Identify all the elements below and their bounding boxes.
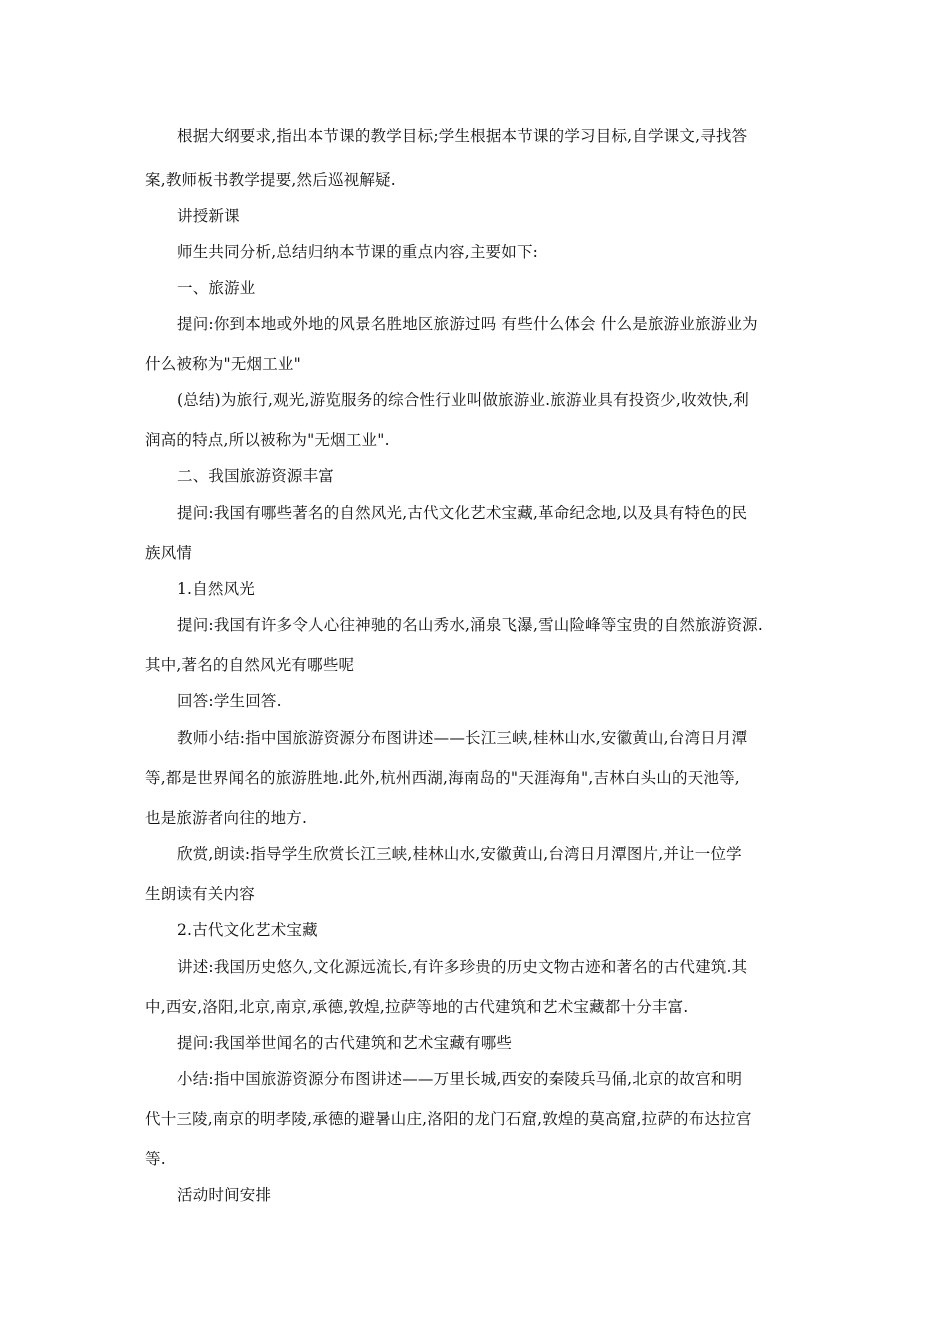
paragraph-line: 讲述:我国历史悠久,文化源远流长,有许多珍贵的历史文物古迹和著名的古代建筑.其 bbox=[177, 958, 748, 976]
paragraph-line: 提问:我国有哪些著名的自然风光,古代文化艺术宝藏,革命纪念地,以及具有特色的民 bbox=[177, 504, 748, 522]
paragraph-line: 小结:指中国旅游资源分布图讲述——万里长城,西安的秦陵兵马俑,北京的故宫和明 bbox=[177, 1070, 743, 1088]
paragraph-line: 回答:学生回答. bbox=[177, 692, 282, 710]
subsection-heading: 2.古代文化艺术宝藏 bbox=[177, 921, 318, 939]
paragraph-line: 讲授新课 bbox=[177, 207, 240, 225]
paragraph-line: 欣赏,朗读:指导学生欣赏长江三峡,桂林山水,安徽黄山,台湾日月潭图片,并让一位学 bbox=[177, 845, 742, 863]
paragraph-line: 提问:我国有许多令人心往神驰的名山秀水,涌泉飞瀑,雪山险峰等宝贵的自然旅游资源. bbox=[177, 616, 764, 634]
paragraph-line: 族风情 bbox=[145, 544, 193, 562]
paragraph-line: 中,西安,洛阳,北京,南京,承德,敦煌,拉萨等地的古代建筑和艺术宝藏都十分丰富. bbox=[145, 998, 689, 1016]
paragraph-line: 师生共同分析,总结归纳本节课的重点内容,主要如下: bbox=[177, 243, 539, 261]
paragraph-line: 也是旅游者向往的地方. bbox=[145, 809, 308, 827]
paragraph-line: 什么被称为"无烟工业" bbox=[145, 355, 301, 373]
paragraph-line: 其中,著名的自然风光有哪些呢 bbox=[145, 656, 355, 674]
paragraph-line: 活动时间安排 bbox=[177, 1186, 272, 1204]
paragraph-line: 提问:你到本地或外地的风景名胜地区旅游过吗 有些什么体会 什么是旅游业旅游业为 bbox=[177, 315, 758, 333]
paragraph-line: 案,教师板书教学提要,然后巡视解疑. bbox=[145, 171, 396, 189]
paragraph-line: 根据大纲要求,指出本节课的教学目标;学生根据本节课的学习目标,自学课文,寻找答 bbox=[177, 127, 748, 145]
paragraph-line: (总结)为旅行,观光,游览服务的综合性行业叫做旅游业.旅游业具有投资少,收效快,利 bbox=[177, 391, 749, 409]
paragraph-line: 代十三陵,南京的明孝陵,承德的避暑山庄,洛阳的龙门石窟,敦煌的莫高窟,拉萨的布达拉宫 bbox=[145, 1110, 752, 1128]
paragraph-line: 润高的特点,所以被称为"无烟工业". bbox=[145, 431, 390, 449]
paragraph-line: 等,都是世界闻名的旅游胜地.此外,杭州西湖,海南岛的"天涯海角",吉林白头山的天池等, bbox=[145, 769, 740, 787]
paragraph-line: 等. bbox=[145, 1150, 166, 1168]
section-heading: 二、我国旅游资源丰富 bbox=[177, 467, 335, 485]
paragraph-line: 生朗读有关内容 bbox=[145, 885, 255, 903]
paragraph-line: 提问:我国举世闻名的古代建筑和艺术宝藏有哪些 bbox=[177, 1034, 513, 1052]
section-heading: 一、旅游业 bbox=[177, 279, 256, 297]
paragraph-line: 教师小结:指中国旅游资源分布图讲述——长江三峡,桂林山水,安徽黄山,台湾日月潭 bbox=[177, 729, 748, 747]
subsection-heading: 1.自然风光 bbox=[177, 580, 255, 598]
